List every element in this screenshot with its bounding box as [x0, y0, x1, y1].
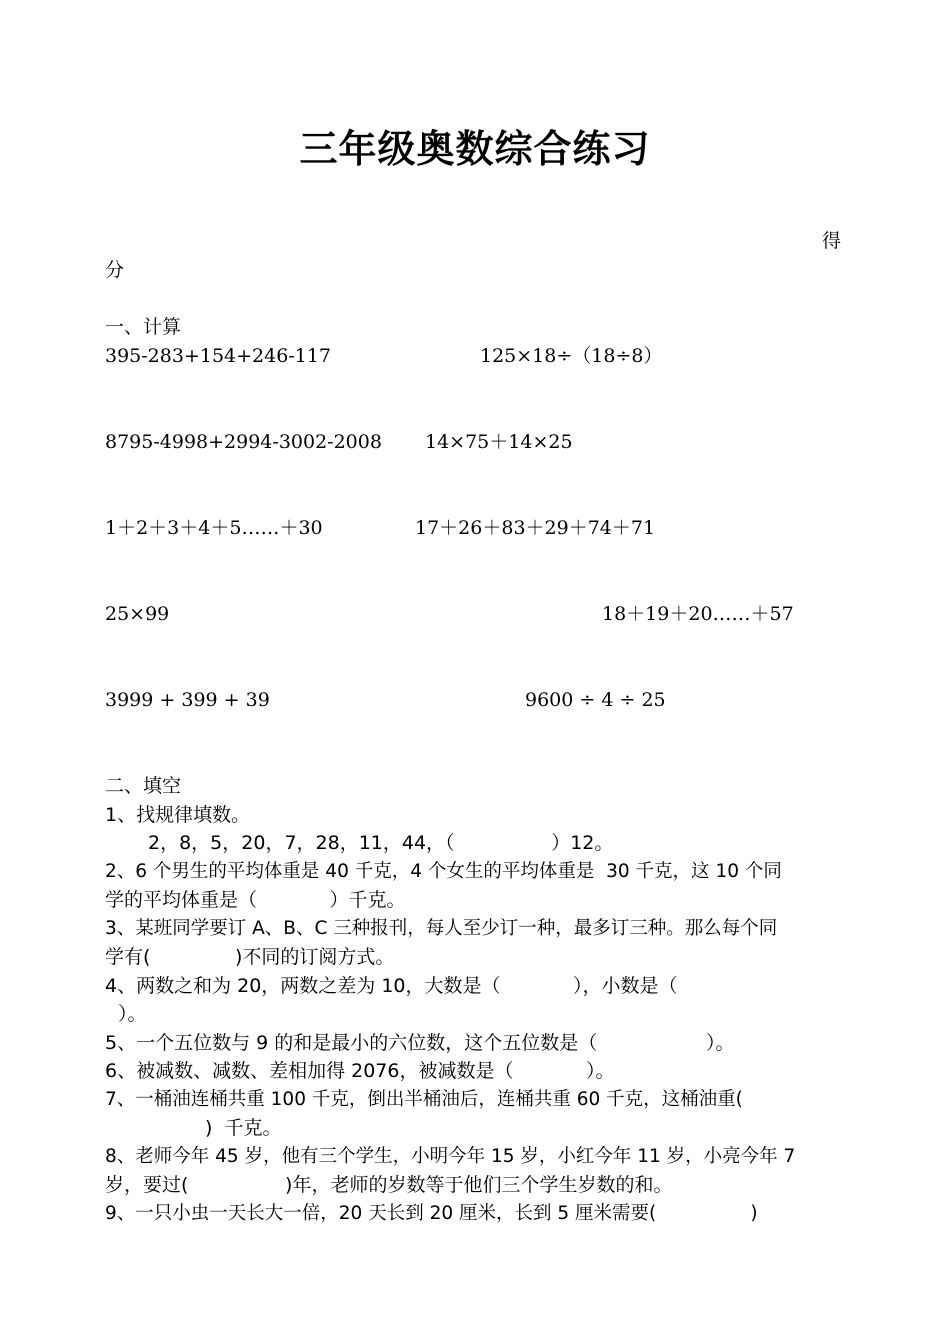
calc-problem-2-left: 8795-4998+2994-3002-2008	[105, 431, 382, 453]
fill-line-4: 学的平均体重是（ ）千克。	[105, 889, 406, 911]
fill-line-5: 3、某班同学要订 A、B、C 三种报刊，每人至少订一种，最多订三种。那么每个同	[105, 918, 778, 939]
calc-problem-4-left: 25×99	[105, 603, 170, 625]
score-label-fen: 分	[105, 259, 125, 281]
calc-problem-1-left: 395-283+154+246-117	[105, 345, 332, 367]
fill-line-1: 1、找规律填数。	[105, 804, 251, 826]
fill-line-13: 8、老师今年 45 岁，他有三个学生，小明今年 15 岁，小红今年 11 岁，小亮今年 7	[105, 1146, 796, 1167]
score-label-de: 得	[822, 230, 842, 252]
fill-line-3: 2、6 个男生的平均体重是 40 千克，4 个女生的平均体重是 30 千克，这 10 个同	[105, 861, 782, 882]
fill-line-7: 4、两数之和为 20，两数之差为 10，大数是（ ），小数是（	[105, 975, 678, 997]
calc-problem-1-right: 125×18÷（18÷8）	[480, 345, 663, 367]
page-title: 三年级奥数综合练习	[299, 127, 651, 171]
fill-line-10: 6、被减数、减数、差相加得 2076，被减数是（ ）。	[105, 1060, 615, 1082]
fill-line-12: ) 千克。	[205, 1117, 282, 1139]
fill-line-15: 9、一只小虫一天长大一倍，20 天长到 20 厘米，长到 5 厘米需要( )	[105, 1203, 758, 1224]
fill-line-9: 5、一个五位数与 9 的和是最小的六位数，这个五位数是（ ）。	[105, 1032, 735, 1054]
fill-line-11: 7、一桶油连桶共重 100 千克，倒出半桶油后，连桶共重 60 千克，这桶油重(	[105, 1089, 743, 1110]
fill-line-2: 2，8，5，20，7，28，11，44，（ ）12。	[148, 832, 614, 854]
calc-problem-4-right: 18＋19＋20……＋57	[602, 603, 794, 625]
calc-problem-5-right: 9600 ÷ 4 ÷ 25	[525, 689, 666, 711]
section2-heading: 二、填空	[105, 775, 182, 797]
fill-line-8: ）。	[118, 1003, 147, 1025]
calc-problem-3-left: 1＋2＋3＋4＋5……＋30	[105, 517, 323, 539]
calc-problem-3-right: 17＋26＋83＋29＋74＋71	[415, 517, 656, 539]
fill-line-14: 岁，要过( )年，老师的岁数等于他们三个学生岁数的和。	[105, 1174, 673, 1196]
section1-heading: 一、计算	[105, 316, 182, 338]
fill-line-6: 学有( )不同的订阅方式。	[105, 946, 395, 968]
calc-problem-2-right: 14×75＋14×25	[425, 431, 573, 453]
calc-problem-5-left: 3999 + 399 + 39	[105, 689, 270, 711]
